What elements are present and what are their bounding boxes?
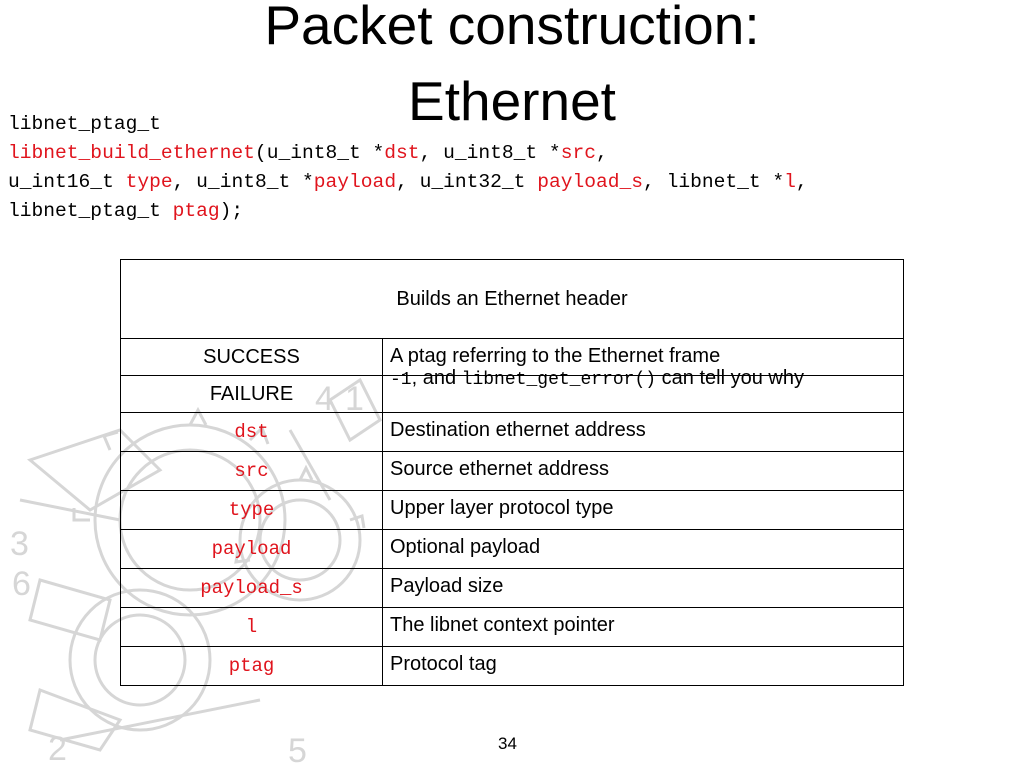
param-type: libnet_t *: [666, 171, 785, 193]
signature-line-2: [8, 139, 608, 168]
param-name-payload-s: payload_s: [537, 171, 644, 193]
function-name: libnet_build_ethernet: [8, 142, 255, 164]
code-minus-one: -1: [390, 370, 412, 390]
param-desc: Protocol tag: [390, 653, 497, 675]
param-name-cell: l: [121, 608, 383, 647]
param-desc-cell: [383, 530, 904, 569]
failure-desc-text: [390, 366, 870, 393]
param-desc: Optional payload: [390, 536, 541, 558]
page-number: 34: [498, 734, 517, 753]
watermark-digit: 2: [48, 730, 67, 768]
success-label: SUCCESS: [121, 339, 383, 376]
param-name-payload: payload: [313, 171, 397, 193]
param-name-cell: type: [121, 491, 383, 530]
param-name-cell: ptag: [121, 647, 383, 686]
param-name-src: src: [560, 142, 596, 164]
param-name-ptag: ptag: [172, 200, 220, 222]
param-name-type: type: [125, 171, 173, 193]
separator: ,: [795, 171, 808, 193]
param-name-cell: src: [121, 452, 383, 491]
signature-line-4: [8, 197, 243, 226]
param-desc-cell: [383, 647, 904, 686]
param-desc: Source ethernet address: [390, 458, 610, 480]
parameter-table: [120, 259, 904, 686]
param-desc: Destination ethernet address: [390, 419, 646, 441]
param-desc: Upper layer protocol type: [390, 497, 614, 519]
param-type: libnet_ptag_t: [8, 200, 173, 222]
param-type: u_int8_t *: [266, 142, 385, 164]
watermark-digit: 5: [288, 732, 307, 768]
param-type: u_int16_t: [8, 171, 126, 193]
return-type: libnet_ptag_t: [8, 113, 161, 135]
param-desc-cell: [383, 413, 904, 452]
table-row: [121, 647, 904, 686]
watermark-digit: 1: [345, 380, 364, 418]
separator: ,: [396, 171, 420, 193]
param-name-l: l: [784, 171, 796, 193]
table-row: [121, 569, 904, 608]
table-row: [121, 491, 904, 530]
param-name-cell: payload: [121, 530, 383, 569]
failure-desc: [383, 367, 904, 413]
table-header: Builds an Ethernet header: [121, 260, 904, 339]
slide-title-line2: Ethernet: [408, 70, 616, 132]
success-desc-text: A ptag referring to the Ethernet frame: [390, 345, 721, 367]
table-row: [121, 530, 904, 569]
param-type: u_int8_t *: [196, 171, 314, 193]
failure-text: , and: [411, 367, 462, 389]
param-type: u_int32_t: [419, 171, 538, 193]
watermark-digit: 4: [315, 380, 334, 418]
watermark-digit: 6: [12, 565, 31, 603]
param-name-dst: dst: [384, 142, 420, 164]
param-type: u_int8_t *: [443, 142, 561, 164]
param-desc-cell: [383, 452, 904, 491]
open-paren: (: [254, 142, 267, 164]
watermark-digit: 3: [10, 525, 29, 563]
separator: ,: [172, 171, 197, 193]
code-get-error: libnet_get_error(): [461, 370, 657, 390]
table-row: [121, 452, 904, 491]
table-row: [121, 608, 904, 647]
param-desc-cell: [383, 608, 904, 647]
slide-title-line1: Packet construction:: [264, 0, 760, 56]
param-desc: The libnet context pointer: [390, 614, 615, 636]
failure-text: can tell you why: [656, 367, 804, 389]
close-paren: );: [219, 200, 244, 222]
separator: ,: [595, 142, 608, 164]
param-desc-cell: [383, 569, 904, 608]
param-desc-cell: [383, 491, 904, 530]
table-row: [121, 413, 904, 452]
param-name-cell: dst: [121, 413, 383, 452]
failure-label: FAILURE: [121, 376, 383, 413]
table-row: [121, 376, 904, 413]
param-desc: Payload size: [390, 575, 504, 597]
separator: ,: [643, 171, 667, 193]
param-name-cell: payload_s: [121, 569, 383, 608]
signature-line-1: [8, 110, 161, 139]
separator: ,: [419, 142, 444, 164]
signature-line-3: [8, 168, 808, 197]
